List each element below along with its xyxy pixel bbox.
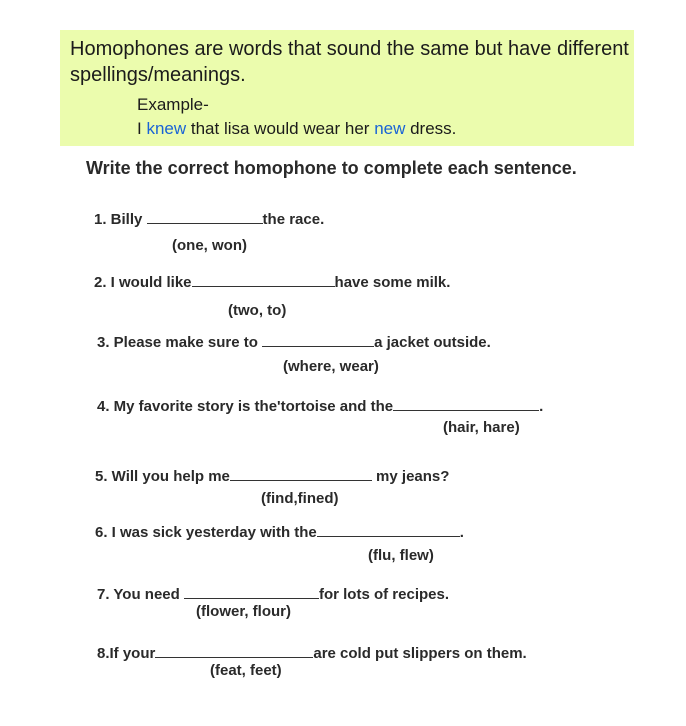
example-label: Example-: [137, 95, 209, 114]
example-highlight-knew: knew: [146, 119, 187, 138]
question-text: are cold put slippers on them.: [313, 645, 527, 662]
question-text: have some milk.: [334, 274, 451, 291]
question-text: for lots of recipes.: [318, 586, 449, 603]
options-7: (flower, flour): [196, 603, 291, 620]
question-text: 8.If your: [97, 645, 156, 662]
question-1: [94, 209, 324, 229]
example-highlight-new: new: [374, 119, 406, 138]
question-2: [94, 272, 450, 292]
options-5: (find,fined): [261, 490, 339, 507]
question-text: 5. Will you help me: [95, 468, 230, 485]
example-part: that lisa would wear her: [186, 119, 375, 138]
question-7: [97, 584, 449, 604]
answer-blank[interactable]: [230, 466, 372, 481]
question-3: [97, 332, 491, 352]
intro-box: [60, 30, 634, 146]
question-text: 3. Please make sure to: [97, 334, 263, 351]
options-1: (one, won): [172, 237, 247, 254]
question-text: the race.: [262, 211, 325, 228]
answer-blank[interactable]: [262, 332, 374, 347]
answer-blank[interactable]: [147, 209, 263, 224]
question-text: my jeans?: [371, 468, 450, 485]
question-text: .: [539, 398, 544, 415]
answer-blank[interactable]: [155, 643, 313, 658]
answer-blank[interactable]: [317, 522, 460, 537]
question-text: .: [459, 524, 464, 541]
options-8: (feat, feet): [210, 662, 282, 679]
instructions: Write the correct homophone to complete each sentence.: [86, 158, 577, 178]
example-part: I: [137, 119, 147, 138]
options-3: (where, wear): [283, 358, 379, 375]
example-part: dress.: [405, 119, 457, 138]
question-8: [97, 643, 527, 663]
question-4: [97, 396, 543, 416]
question-5: [95, 466, 449, 486]
question-text: 6. I was sick yesterday with the: [95, 524, 317, 541]
answer-blank[interactable]: [192, 272, 335, 287]
example-sentence: [137, 119, 456, 139]
question-text: a jacket outside.: [374, 334, 491, 351]
options-2: (two, to): [228, 302, 287, 319]
question-text: 7. You need: [97, 586, 184, 603]
answer-blank[interactable]: [393, 396, 539, 411]
question-text: 1. Billy: [94, 211, 147, 228]
question-text: 4. My favorite story is the'tortoise and the: [97, 398, 394, 415]
options-4: (hair, hare): [443, 419, 520, 436]
answer-blank[interactable]: [184, 584, 319, 599]
question-text: 2. I would like: [94, 274, 192, 291]
question-6: [95, 522, 464, 542]
options-6: (flu, flew): [368, 547, 434, 564]
homophone-definition: Homophones are words that sound the same but have different spellings/meanings.: [70, 38, 629, 86]
